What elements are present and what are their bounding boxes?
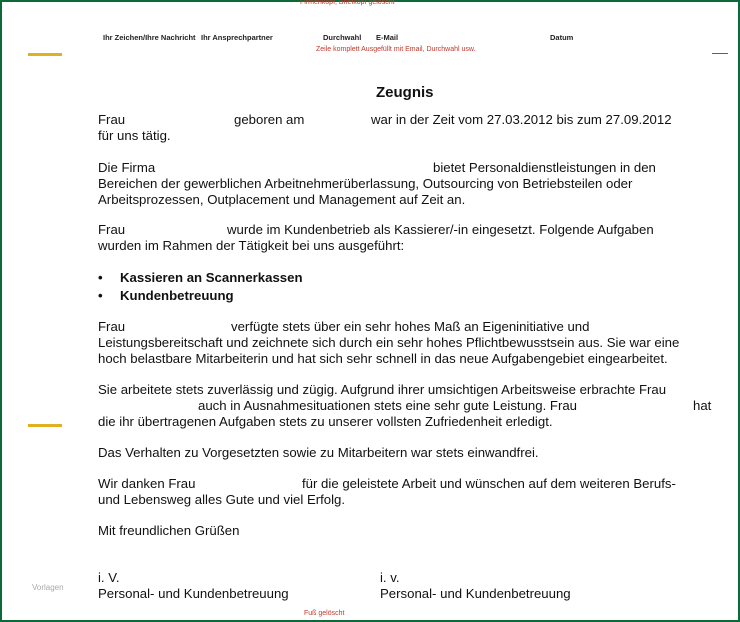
bullet-scanner-cash: Kassieren an Scannerkassen [120, 270, 303, 285]
header-email-label: E-Mail [376, 33, 399, 42]
signature-left-dept: Personal- und Kundenbetreuung [98, 586, 289, 601]
p1-frau: Frau [98, 112, 126, 127]
p4-frau: Frau [98, 319, 126, 334]
p5-line3: die ihr übertragenen Aufgaben stets zu unserer vollsten Zufriedenheit erledigt. [98, 414, 553, 429]
p4-line2: Leistungsbereitschaft und zeichnete sich durch ein sehr hohes Pflichtbewusstsein aus. Sie war eine [98, 335, 680, 350]
footer-removed-note: Fuß gelöscht [304, 610, 345, 617]
p5-line2: auch in Ausnahmesituationen stets eine sehr gute Leistung. Frau [198, 398, 578, 413]
fold-mark-top [28, 53, 62, 56]
p1-born: geboren am [234, 112, 305, 127]
header-date-label: Datum [550, 33, 574, 42]
p4-initiative: verfügte stets über ein sehr hohes Maß an Eigeninitiative und [231, 319, 590, 334]
fold-mark-bottom [28, 424, 62, 427]
document-title: Zeugnis [376, 84, 434, 101]
signature-right-prefix: i. v. [380, 570, 400, 585]
p7-wishes: für die geleistete Arbeit und wünschen auf dem weiteren Berufs- [302, 476, 676, 491]
p1-end: für uns tätig. [98, 128, 171, 143]
p2-offers: bietet Personaldienstleistungen in den [433, 160, 656, 175]
signature-left-prefix: i. V. [98, 570, 120, 585]
header-contact-label: Ihr Ansprechpartner [201, 33, 273, 42]
list-item [98, 288, 234, 303]
p7-thanks: Wir danken Frau [98, 476, 196, 491]
p3-line2: wurden im Rahmen der Tätigkeit bei uns ausgeführt: [98, 238, 405, 253]
p7-line2: und Lebensweg alles Gute und viel Erfolg. [98, 492, 346, 507]
p2-line3: Arbeitsprozessen, Outplacement und Management auf Zeit an. [98, 192, 466, 207]
header-row-note: Zeile komplett Ausgefüllt mit Email, Durchwahl usw. [316, 46, 476, 53]
signature-right-dept: Personal- und Kundenbetreuung [380, 586, 571, 601]
p2-company: Die Firma [98, 160, 156, 175]
bullet-icon: • [98, 288, 103, 303]
list-item [98, 270, 303, 285]
p5-hat: hat [693, 398, 712, 413]
p3-frau: Frau [98, 222, 126, 237]
header-extension-label: Durchwahl [323, 33, 362, 42]
p1-period: war in der Zeit vom 27.03.2012 bis zum 27.09.2012 [371, 112, 672, 127]
p5-line1: Sie arbeitete stets zuverlässig und zügig. Aufgrund ihrer umsichtigen Arbeitsweise erbrachte Frau [98, 382, 667, 397]
bullet-icon: • [98, 270, 103, 285]
letterhead-removed-note: Firmenkopf, Briefkopf gelöscht [300, 0, 395, 6]
closing-greeting: Mit freundlichen Grüßen [98, 523, 240, 538]
header-reference-label: Ihr Zeichen/Ihre Nachricht [103, 33, 196, 42]
p4-line3: hoch belastbare Mitarbeiterin und hat sich sehr schnell in das neue Aufgabengebiet eingearbeitet. [98, 351, 668, 366]
p3-deployed: wurde im Kundenbetrieb als Kassierer/-in eingesetzt. Folgende Aufgaben [227, 222, 654, 237]
bullet-customer-service: Kundenbetreuung [120, 288, 234, 303]
p2-line2: Bereichen der gewerblichen Arbeitnehmerüberlassung, Outsourcing von Betriebsteilen oder [98, 176, 633, 191]
p6-behavior: Das Verhalten zu Vorgesetzten sowie zu Mitarbeitern war stets einwandfrei. [98, 445, 539, 460]
right-edge-mark [712, 53, 728, 54]
watermark: Vorlagen [32, 583, 64, 592]
